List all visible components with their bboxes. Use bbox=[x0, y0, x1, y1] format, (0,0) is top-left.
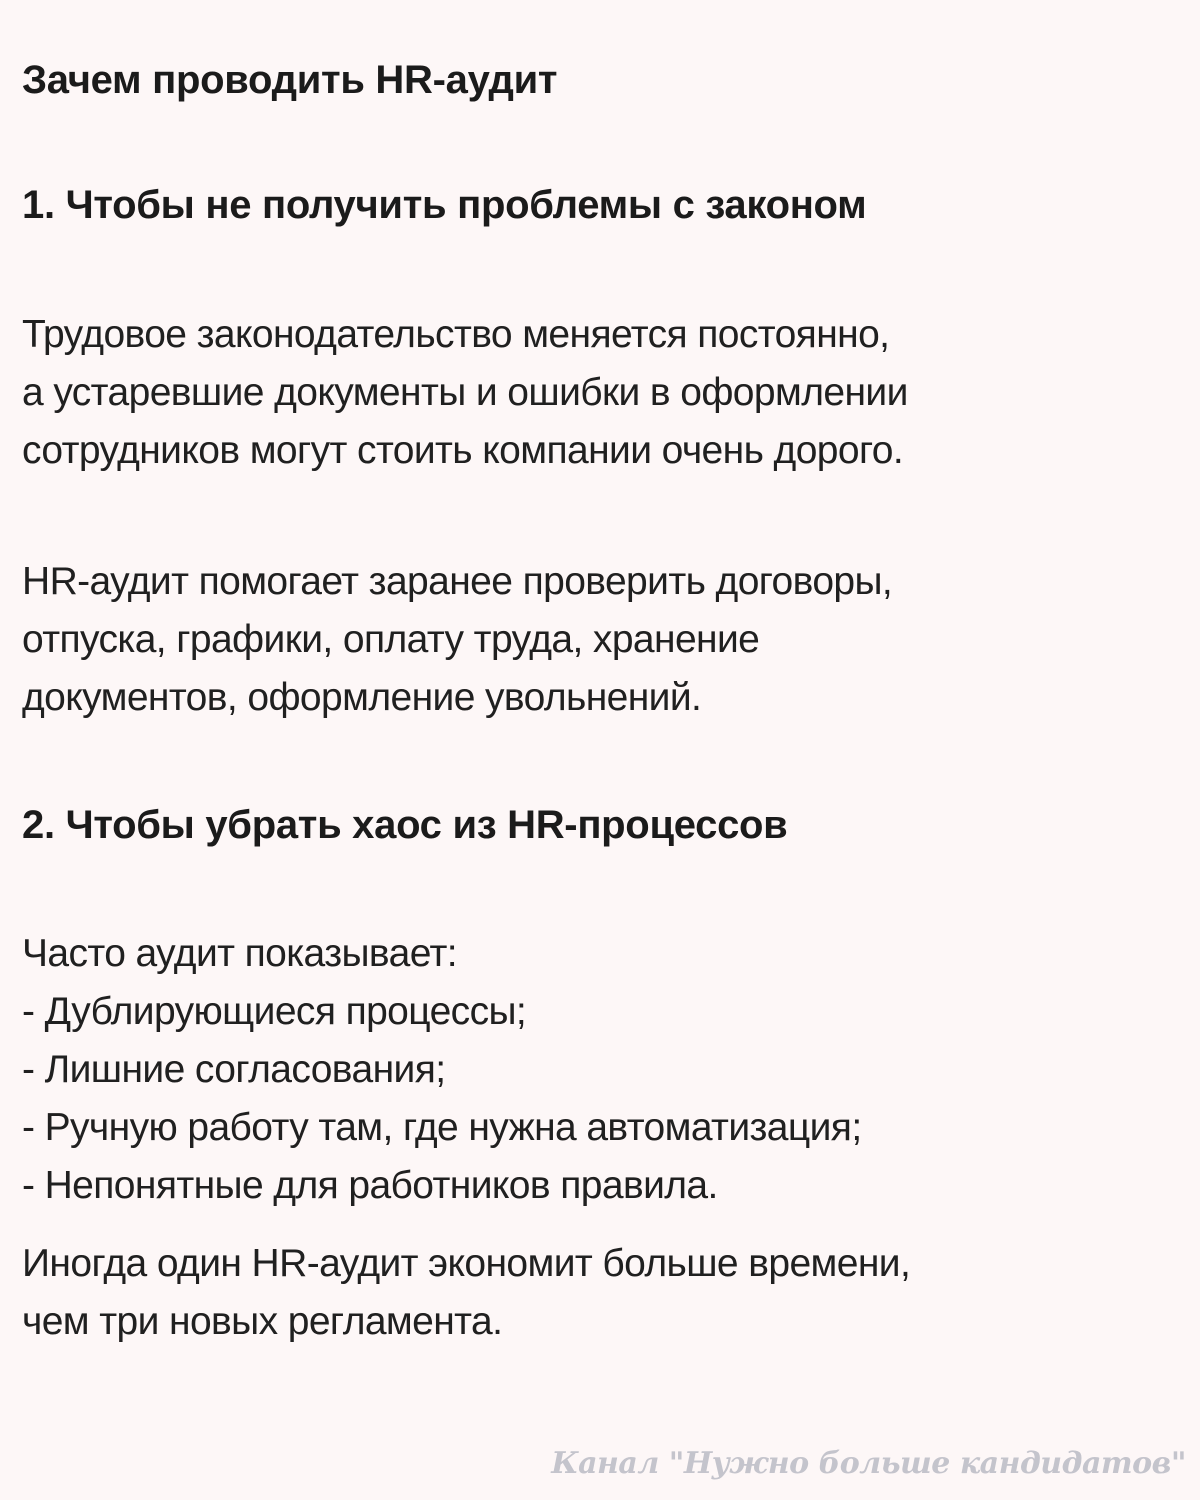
list-item: - Лишние согласования; bbox=[22, 1048, 446, 1091]
list-item: - Дублирующиеся процессы; bbox=[22, 990, 527, 1033]
text-line: Трудовое законодательство меняется постоянно, bbox=[22, 313, 890, 356]
text-line: Иногда один HR-аудит экономит больше времени, bbox=[22, 1242, 911, 1285]
text-line: чем три новых регламента. bbox=[22, 1300, 503, 1343]
document-page bbox=[22, 0, 1182, 1500]
section-1-paragraph-2 bbox=[22, 553, 892, 727]
section-1-heading: 1. Чтобы не получить проблемы с законом bbox=[22, 183, 867, 227]
section-1-paragraph-1 bbox=[22, 306, 908, 480]
text-line: а устаревшие документы и ошибки в оформлении bbox=[22, 371, 908, 414]
text-line: документов, оформление увольнений. bbox=[22, 676, 702, 719]
text-line: HR-аудит помогает заранее проверить договоры, bbox=[22, 560, 893, 603]
list-intro: Часто аудит показывает: bbox=[22, 932, 457, 975]
page-title: Зачем проводить HR-аудит bbox=[22, 58, 558, 102]
section-2-heading: 2. Чтобы убрать хаос из HR-процессов bbox=[22, 803, 788, 847]
section-2-list bbox=[22, 925, 862, 1215]
list-item: - Непонятные для работников правила. bbox=[22, 1164, 718, 1207]
text-line: сотрудников могут стоить компании очень дорого. bbox=[22, 429, 904, 472]
channel-signature: Канал "Нужно больше кандидатов" bbox=[551, 1446, 1186, 1481]
list-item: - Ручную работу там, где нужна автоматизация; bbox=[22, 1106, 862, 1149]
conclusion-paragraph bbox=[22, 1235, 910, 1351]
text-line: отпуска, графики, оплату труда, хранение bbox=[22, 618, 760, 661]
